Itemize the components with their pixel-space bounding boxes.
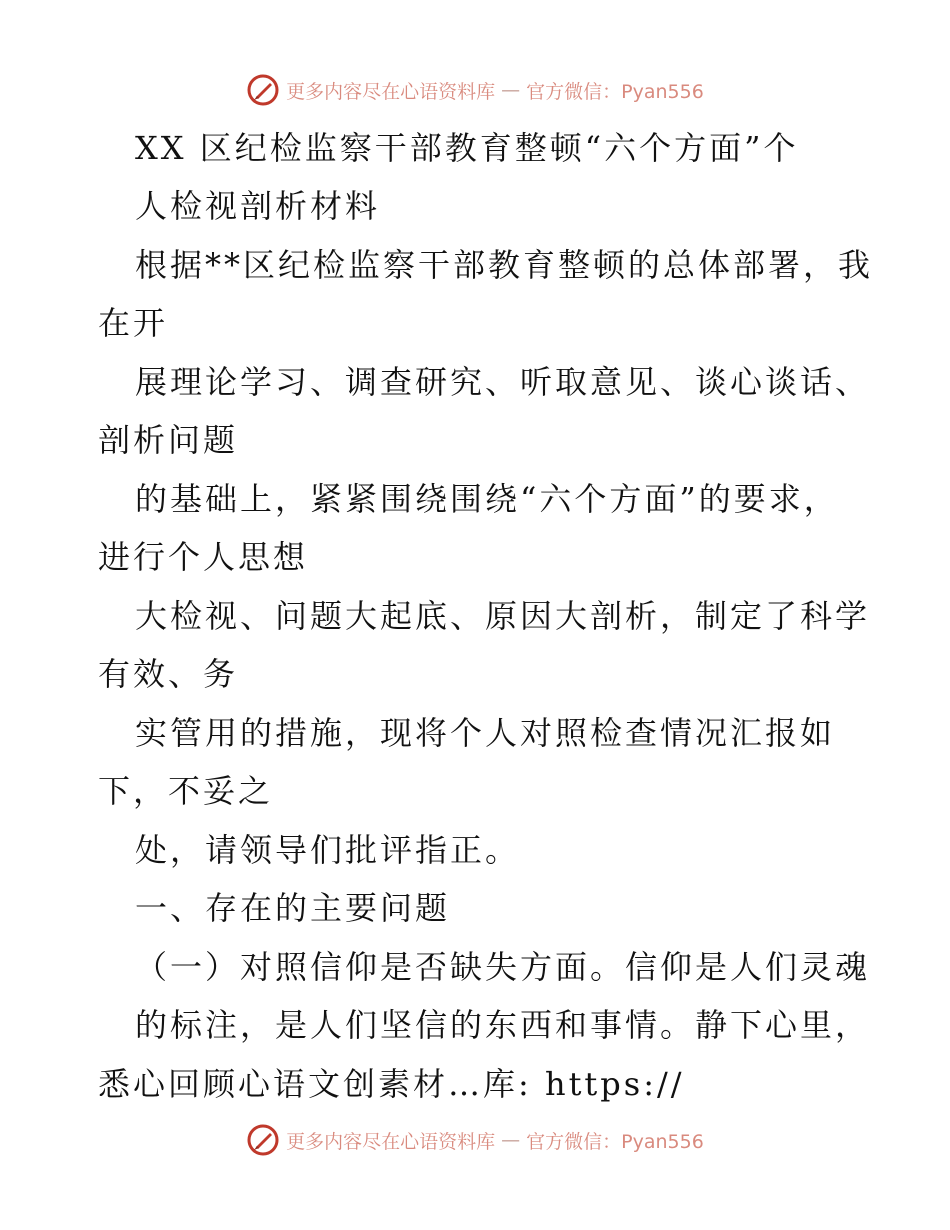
watermark-separator: — bbox=[501, 1129, 521, 1151]
quill-seal-icon bbox=[246, 73, 280, 107]
doc-title-line-2: 人检视剖析材料 bbox=[135, 187, 381, 225]
watermark-text: 更多内容尽在心语资料库 bbox=[286, 1130, 496, 1153]
quill-seal-icon bbox=[246, 1123, 280, 1157]
doc-text-line: 处，请领导们批评指正。 bbox=[135, 831, 521, 869]
doc-text-line: 在开 bbox=[98, 304, 169, 342]
doc-text-line: 展理论学习、调查研究、听取意见、谈心谈话、 bbox=[135, 363, 871, 401]
doc-text-line: 根据**区纪检监察干部教育整顿的总体部署，我 bbox=[135, 246, 874, 284]
doc-text-line: 有效、务 bbox=[98, 655, 239, 693]
watermark-suffix: 官方微信：Pyan556 bbox=[526, 80, 704, 103]
doc-text-line: 的标注，是人们坚信的东西和事情。静下心里， bbox=[135, 1006, 871, 1044]
watermark-suffix: 官方微信：Pyan556 bbox=[526, 1130, 704, 1153]
doc-text-line: 悉心回顾心语文创素材…库: https:// bbox=[98, 1065, 685, 1103]
doc-text-line: 实管用的措施，现将个人对照检查情况汇报如 bbox=[135, 714, 836, 752]
doc-text-line: 大检视、问题大起底、原因大剖析，制定了科学 bbox=[135, 597, 871, 635]
subsection-heading: （一）对照信仰是否缺失方面。信仰是人们灵魂 bbox=[135, 948, 871, 986]
section-heading: 一、存在的主要问题 bbox=[135, 889, 451, 927]
doc-title-line-1: XX 区纪检监察干部教育整顿“六个方面”个 bbox=[135, 129, 799, 167]
doc-text-line: 进行个人思想 bbox=[98, 538, 309, 576]
doc-text-line: 下，不妥之 bbox=[98, 772, 274, 810]
watermark-text: 更多内容尽在心语资料库 bbox=[286, 80, 496, 103]
doc-text-line: 剖析问题 bbox=[98, 421, 239, 459]
watermark-separator: — bbox=[501, 79, 521, 101]
footer-watermark bbox=[0, 1120, 950, 1160]
doc-text-line: 的基础上，紧紧围绕围绕“六个方面”的要求， bbox=[135, 480, 839, 518]
header-watermark bbox=[0, 70, 950, 110]
